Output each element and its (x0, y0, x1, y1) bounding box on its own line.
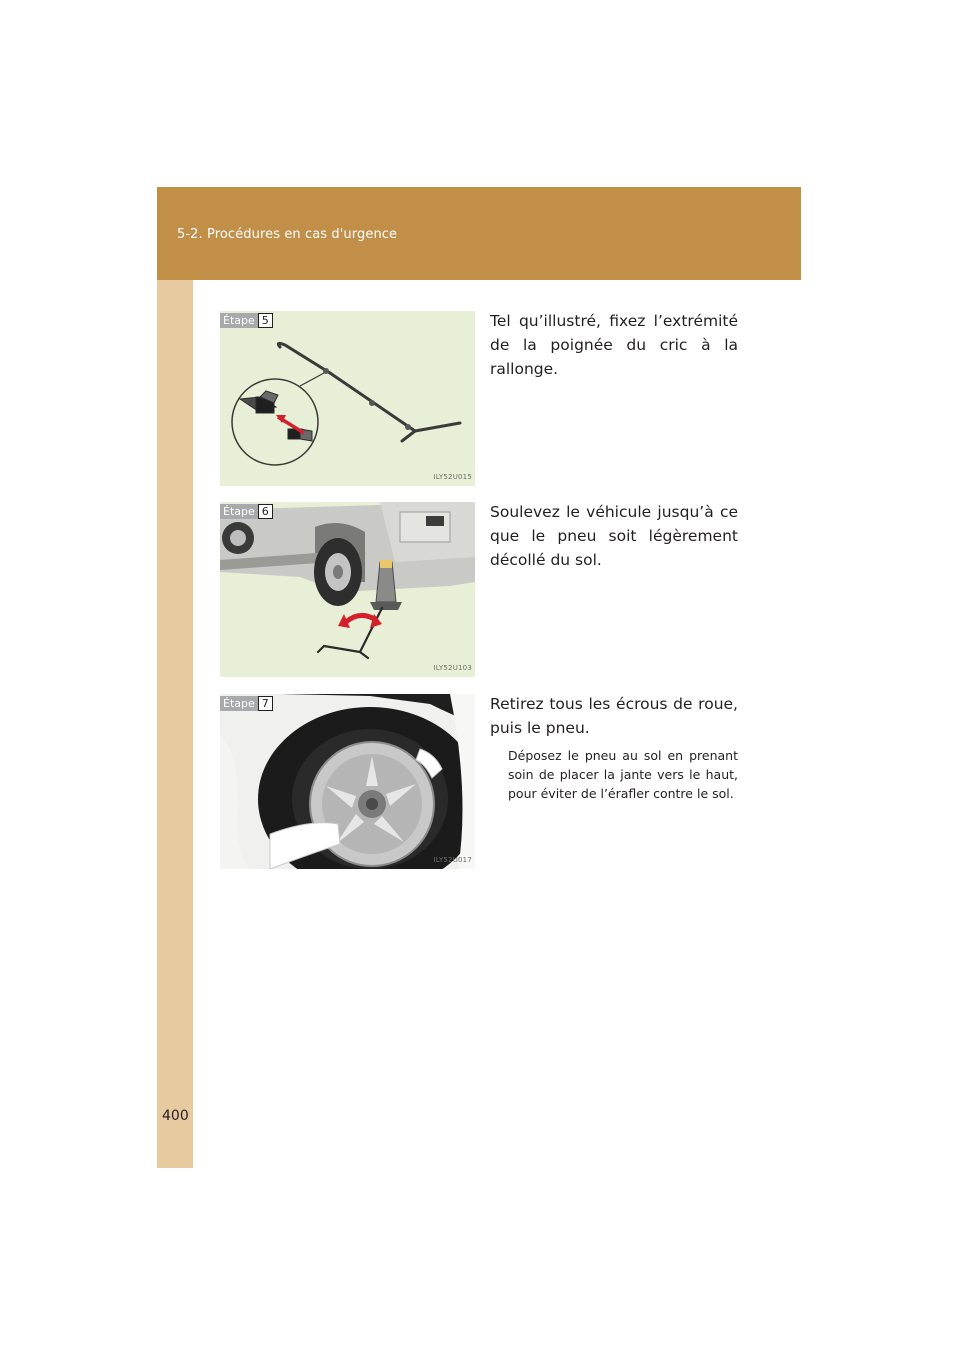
side-strip (157, 280, 193, 1168)
vehicle-jack-drawing (220, 502, 475, 677)
step-number: 5 (258, 313, 273, 328)
step-badge (220, 313, 273, 328)
step-7-note: Déposez le pneu au sol en prenant soin de placer la jante vers le haut, pour éviter de l’érafler contre le sol. (508, 748, 738, 801)
step-5-illustration (220, 311, 475, 486)
header-band (157, 187, 801, 280)
page-number: 400 (162, 1108, 189, 1124)
step-label: Étape (220, 313, 258, 328)
tire-removal-photo (220, 694, 475, 869)
step-5-text: Tel qu’illustré, fixez l’extrémité de la poignée du cric à la rallonge. (490, 312, 738, 378)
section-title: 5-2. Procédures en cas d'urgence (177, 227, 398, 242)
step-number: 6 (258, 504, 273, 519)
step-7-illustration (220, 694, 475, 869)
step-number: 7 (258, 696, 273, 711)
step-6-illustration (220, 502, 475, 677)
step-badge (220, 504, 273, 519)
step-6-text: Soulevez le véhicule jusqu’à ce que le pneu soit légèrement décollé du sol. (490, 503, 738, 569)
step-badge (220, 696, 273, 711)
step-7-text: Retirez tous les écrous de roue, puis le pneu. (490, 695, 738, 737)
jack-handle-drawing (220, 311, 475, 486)
figure-code: ILY52U103 (433, 664, 472, 672)
figure-code: ILY52U015 (433, 473, 472, 481)
figure-code: ILY52U017 (433, 856, 472, 864)
step-label: Étape (220, 504, 258, 519)
step-label: Étape (220, 696, 258, 711)
